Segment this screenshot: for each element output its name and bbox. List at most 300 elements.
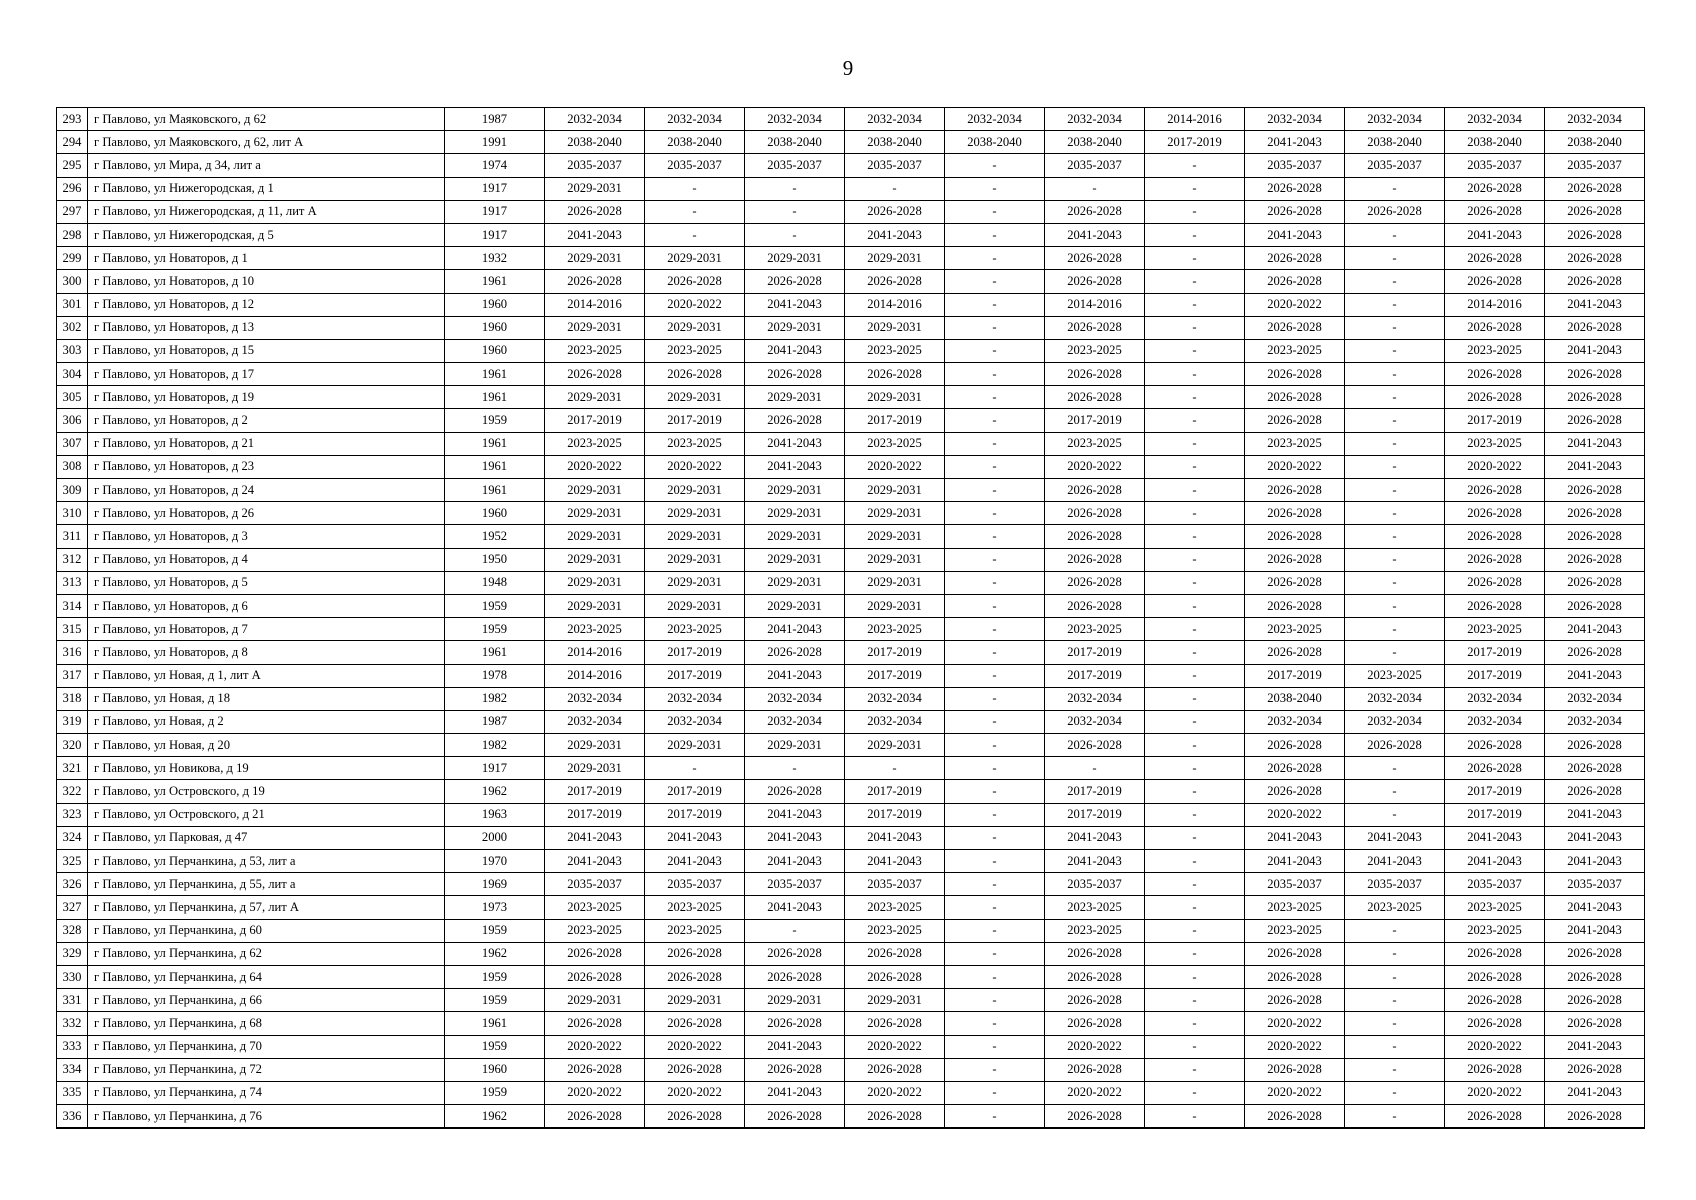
- period-cell-9: -: [1345, 571, 1445, 594]
- period-cell-8: 2020-2022: [1245, 1035, 1345, 1058]
- period-cell-10: 2026-2028: [1445, 1105, 1545, 1129]
- table-row: [57, 223, 1645, 246]
- period-cell-9: 2026-2028: [1345, 734, 1445, 757]
- build-year-cell: 1961: [445, 386, 545, 409]
- period-cell-3: 2041-2043: [745, 664, 845, 687]
- period-cell-11: 2026-2028: [1545, 316, 1645, 339]
- period-cell-2: 2026-2028: [645, 1012, 745, 1035]
- period-cell-3: 2026-2028: [745, 1058, 845, 1081]
- address-cell: г Павлово, ул Новаторов, д 21: [88, 432, 445, 455]
- address-cell: г Павлово, ул Новая, д 1, лит А: [88, 664, 445, 687]
- period-cell-2: 2029-2031: [645, 734, 745, 757]
- period-cell-8: 2023-2025: [1245, 339, 1345, 362]
- period-cell-5: -: [945, 363, 1045, 386]
- period-cell-5: -: [945, 803, 1045, 826]
- row-number-cell: 300: [57, 270, 88, 293]
- period-cell-3: 2041-2043: [745, 826, 845, 849]
- period-cell-1: 2032-2034: [545, 108, 645, 131]
- period-cell-4: 2029-2031: [845, 502, 945, 525]
- period-cell-11: 2038-2040: [1545, 131, 1645, 154]
- period-cell-6: 2035-2037: [1045, 154, 1145, 177]
- period-cell-7: -: [1145, 1081, 1245, 1104]
- period-cell-2: 2026-2028: [645, 363, 745, 386]
- period-cell-4: 2017-2019: [845, 409, 945, 432]
- period-cell-3: 2041-2043: [745, 339, 845, 362]
- period-cell-4: 2020-2022: [845, 455, 945, 478]
- period-cell-8: 2026-2028: [1245, 594, 1345, 617]
- period-cell-9: -: [1345, 247, 1445, 270]
- period-cell-4: 2041-2043: [845, 826, 945, 849]
- period-cell-2: 2032-2034: [645, 687, 745, 710]
- period-cell-3: -: [745, 200, 845, 223]
- period-cell-2: 2023-2025: [645, 339, 745, 362]
- period-cell-4: 2026-2028: [845, 1105, 945, 1129]
- table-row: [57, 710, 1645, 733]
- table-row: [57, 1105, 1645, 1129]
- build-year-cell: 1952: [445, 525, 545, 548]
- period-cell-8: 2032-2034: [1245, 108, 1345, 131]
- period-cell-6: 2020-2022: [1045, 1035, 1145, 1058]
- address-cell: г Павлово, ул Перчанкина, д 74: [88, 1081, 445, 1104]
- period-cell-1: 2026-2028: [545, 1012, 645, 1035]
- period-cell-4: 2026-2028: [845, 1012, 945, 1035]
- period-cell-3: 2032-2034: [745, 710, 845, 733]
- period-cell-9: -: [1345, 293, 1445, 316]
- period-cell-11: 2041-2043: [1545, 1035, 1645, 1058]
- period-cell-7: -: [1145, 479, 1245, 502]
- build-year-cell: 1961: [445, 432, 545, 455]
- period-cell-3: 2026-2028: [745, 363, 845, 386]
- address-cell: г Павлово, ул Перчанкина, д 66: [88, 989, 445, 1012]
- period-cell-2: 2023-2025: [645, 919, 745, 942]
- period-cell-1: 2032-2034: [545, 710, 645, 733]
- table-row: [57, 502, 1645, 525]
- address-cell: г Павлово, ул Маяковского, д 62: [88, 108, 445, 131]
- period-cell-4: 2023-2025: [845, 919, 945, 942]
- build-year-cell: 1959: [445, 594, 545, 617]
- period-cell-3: 2029-2031: [745, 525, 845, 548]
- period-cell-10: 2026-2028: [1445, 200, 1545, 223]
- period-cell-10: 2023-2025: [1445, 919, 1545, 942]
- table-row: [57, 757, 1645, 780]
- address-cell: г Павлово, ул Новаторов, д 15: [88, 339, 445, 362]
- period-cell-7: -: [1145, 386, 1245, 409]
- page-number: 9: [842, 56, 854, 80]
- table-row: [57, 177, 1645, 200]
- table-row: [57, 455, 1645, 478]
- period-cell-8: 2026-2028: [1245, 734, 1345, 757]
- period-cell-10: 2041-2043: [1445, 223, 1545, 246]
- table-row: [57, 873, 1645, 896]
- period-cell-11: 2026-2028: [1545, 223, 1645, 246]
- address-cell: г Павлово, ул Новаторов, д 1: [88, 247, 445, 270]
- period-cell-6: 2035-2037: [1045, 873, 1145, 896]
- period-cell-4: -: [845, 757, 945, 780]
- period-cell-5: -: [945, 200, 1045, 223]
- period-cell-7: -: [1145, 780, 1245, 803]
- build-year-cell: 1959: [445, 1035, 545, 1058]
- period-cell-9: 2032-2034: [1345, 108, 1445, 131]
- period-cell-5: -: [945, 919, 1045, 942]
- period-cell-9: -: [1345, 432, 1445, 455]
- period-cell-3: 2035-2037: [745, 154, 845, 177]
- period-cell-4: 2032-2034: [845, 687, 945, 710]
- period-cell-10: 2023-2025: [1445, 618, 1545, 641]
- period-cell-3: 2029-2031: [745, 316, 845, 339]
- table-row: [57, 548, 1645, 571]
- period-cell-11: 2032-2034: [1545, 710, 1645, 733]
- address-cell: г Павлово, ул Островского, д 19: [88, 780, 445, 803]
- build-year-cell: 1917: [445, 223, 545, 246]
- period-cell-9: 2032-2034: [1345, 687, 1445, 710]
- period-cell-2: 2017-2019: [645, 641, 745, 664]
- table-row: [57, 154, 1645, 177]
- period-cell-7: -: [1145, 339, 1245, 362]
- period-cell-2: 2026-2028: [645, 1058, 745, 1081]
- build-year-cell: 1917: [445, 757, 545, 780]
- period-cell-5: -: [945, 734, 1045, 757]
- row-number-cell: 323: [57, 803, 88, 826]
- period-cell-7: -: [1145, 177, 1245, 200]
- period-cell-6: 2026-2028: [1045, 989, 1145, 1012]
- period-cell-1: 2029-2031: [545, 479, 645, 502]
- address-cell: г Павлово, ул Новая, д 20: [88, 734, 445, 757]
- period-cell-6: 2026-2028: [1045, 548, 1145, 571]
- period-cell-8: 2026-2028: [1245, 965, 1345, 988]
- address-cell: г Павлово, ул Нижегородская, д 1: [88, 177, 445, 200]
- period-cell-11: 2026-2028: [1545, 200, 1645, 223]
- period-cell-10: 2026-2028: [1445, 479, 1545, 502]
- period-cell-2: 2029-2031: [645, 548, 745, 571]
- period-cell-1: 2029-2031: [545, 316, 645, 339]
- period-cell-2: 2023-2025: [645, 618, 745, 641]
- period-cell-5: -: [945, 1105, 1045, 1129]
- period-cell-6: 2017-2019: [1045, 641, 1145, 664]
- period-cell-2: 2029-2031: [645, 525, 745, 548]
- period-cell-10: 2026-2028: [1445, 942, 1545, 965]
- period-cell-3: 2026-2028: [745, 409, 845, 432]
- period-cell-9: -: [1345, 618, 1445, 641]
- row-number-cell: 303: [57, 339, 88, 362]
- period-cell-8: 2026-2028: [1245, 1058, 1345, 1081]
- table-row: [57, 131, 1645, 154]
- row-number-cell: 335: [57, 1081, 88, 1104]
- period-cell-1: 2041-2043: [545, 850, 645, 873]
- build-year-cell: 1959: [445, 989, 545, 1012]
- period-cell-3: 2026-2028: [745, 641, 845, 664]
- period-cell-2: 2041-2043: [645, 826, 745, 849]
- build-year-cell: 1917: [445, 200, 545, 223]
- build-year-cell: 1991: [445, 131, 545, 154]
- period-cell-3: -: [745, 223, 845, 246]
- build-year-cell: 1962: [445, 1105, 545, 1129]
- build-year-cell: 1961: [445, 270, 545, 293]
- period-cell-8: 2041-2043: [1245, 131, 1345, 154]
- period-cell-10: 2026-2028: [1445, 548, 1545, 571]
- address-cell: г Павлово, ул Новая, д 18: [88, 687, 445, 710]
- period-cell-11: 2041-2043: [1545, 1081, 1645, 1104]
- period-cell-11: 2032-2034: [1545, 108, 1645, 131]
- build-year-cell: 1960: [445, 293, 545, 316]
- period-cell-1: 2035-2037: [545, 154, 645, 177]
- period-cell-5: -: [945, 942, 1045, 965]
- period-cell-4: 2041-2043: [845, 850, 945, 873]
- address-cell: г Павлово, ул Новаторов, д 17: [88, 363, 445, 386]
- row-number-cell: 298: [57, 223, 88, 246]
- period-cell-10: 2020-2022: [1445, 1035, 1545, 1058]
- period-cell-3: 2041-2043: [745, 432, 845, 455]
- period-cell-1: 2026-2028: [545, 363, 645, 386]
- table-row: [57, 1081, 1645, 1104]
- period-cell-6: 2026-2028: [1045, 1058, 1145, 1081]
- period-cell-7: -: [1145, 409, 1245, 432]
- build-year-cell: 1978: [445, 664, 545, 687]
- period-cell-8: 2026-2028: [1245, 479, 1345, 502]
- row-number-cell: 313: [57, 571, 88, 594]
- period-cell-8: 2023-2025: [1245, 896, 1345, 919]
- table-row: [57, 363, 1645, 386]
- period-cell-11: 2026-2028: [1545, 409, 1645, 432]
- address-cell: г Павлово, ул Перчанкина, д 60: [88, 919, 445, 942]
- address-cell: г Павлово, ул Новаторов, д 13: [88, 316, 445, 339]
- table-row: [57, 108, 1645, 131]
- period-cell-6: 2026-2028: [1045, 316, 1145, 339]
- period-cell-8: 2041-2043: [1245, 826, 1345, 849]
- row-number-cell: 301: [57, 293, 88, 316]
- address-cell: г Павлово, ул Новаторов, д 23: [88, 455, 445, 478]
- period-cell-5: -: [945, 548, 1045, 571]
- table-row: [57, 270, 1645, 293]
- period-cell-10: 2032-2034: [1445, 108, 1545, 131]
- period-cell-2: -: [645, 177, 745, 200]
- period-cell-9: -: [1345, 594, 1445, 617]
- period-cell-2: 2020-2022: [645, 455, 745, 478]
- build-year-cell: 1960: [445, 316, 545, 339]
- period-cell-1: 2038-2040: [545, 131, 645, 154]
- table-row: [57, 1035, 1645, 1058]
- period-cell-8: 2020-2022: [1245, 803, 1345, 826]
- table-row: [57, 965, 1645, 988]
- period-cell-4: 2029-2031: [845, 386, 945, 409]
- table-row: [57, 919, 1645, 942]
- period-cell-2: 2026-2028: [645, 1105, 745, 1129]
- table-row: [57, 247, 1645, 270]
- period-cell-2: 2026-2028: [645, 942, 745, 965]
- period-cell-1: 2026-2028: [545, 965, 645, 988]
- period-cell-2: 2029-2031: [645, 594, 745, 617]
- period-cell-2: 2035-2037: [645, 154, 745, 177]
- period-cell-8: 2026-2028: [1245, 386, 1345, 409]
- period-cell-1: 2020-2022: [545, 1081, 645, 1104]
- table-row: [57, 432, 1645, 455]
- period-cell-3: 2041-2043: [745, 896, 845, 919]
- period-cell-9: -: [1345, 479, 1445, 502]
- period-cell-10: 2038-2040: [1445, 131, 1545, 154]
- address-cell: г Павлово, ул Перчанкина, д 62: [88, 942, 445, 965]
- period-cell-2: -: [645, 223, 745, 246]
- period-cell-3: 2029-2031: [745, 734, 845, 757]
- period-cell-3: 2026-2028: [745, 965, 845, 988]
- period-cell-8: 2026-2028: [1245, 363, 1345, 386]
- table-row: [57, 1012, 1645, 1035]
- period-cell-3: -: [745, 919, 845, 942]
- row-number-cell: 305: [57, 386, 88, 409]
- period-cell-4: 2023-2025: [845, 896, 945, 919]
- period-cell-2: 2017-2019: [645, 780, 745, 803]
- period-cell-7: -: [1145, 965, 1245, 988]
- period-cell-6: 2038-2040: [1045, 131, 1145, 154]
- period-cell-10: 2023-2025: [1445, 896, 1545, 919]
- period-cell-9: 2032-2034: [1345, 710, 1445, 733]
- row-number-cell: 297: [57, 200, 88, 223]
- period-cell-10: 2026-2028: [1445, 316, 1545, 339]
- period-cell-11: 2041-2043: [1545, 293, 1645, 316]
- period-cell-10: 2035-2037: [1445, 154, 1545, 177]
- period-cell-9: -: [1345, 270, 1445, 293]
- address-cell: г Павлово, ул Новаторов, д 7: [88, 618, 445, 641]
- row-number-cell: 333: [57, 1035, 88, 1058]
- row-number-cell: 296: [57, 177, 88, 200]
- period-cell-5: -: [945, 293, 1045, 316]
- period-cell-2: 2029-2031: [645, 989, 745, 1012]
- period-cell-6: 2032-2034: [1045, 687, 1145, 710]
- period-cell-3: 2041-2043: [745, 455, 845, 478]
- row-number-cell: 336: [57, 1105, 88, 1129]
- period-cell-4: 2041-2043: [845, 223, 945, 246]
- period-cell-11: 2026-2028: [1545, 734, 1645, 757]
- row-number-cell: 316: [57, 641, 88, 664]
- period-cell-8: 2038-2040: [1245, 687, 1345, 710]
- build-year-cell: 1974: [445, 154, 545, 177]
- period-cell-11: 2026-2028: [1545, 247, 1645, 270]
- period-cell-11: 2026-2028: [1545, 548, 1645, 571]
- period-cell-10: 2032-2034: [1445, 710, 1545, 733]
- period-cell-6: 2017-2019: [1045, 409, 1145, 432]
- address-cell: г Павлово, ул Парковая, д 47: [88, 826, 445, 849]
- address-cell: г Павлово, ул Новаторов, д 19: [88, 386, 445, 409]
- period-cell-11: 2026-2028: [1545, 525, 1645, 548]
- period-cell-6: 2026-2028: [1045, 965, 1145, 988]
- period-cell-7: -: [1145, 1058, 1245, 1081]
- period-cell-4: 2026-2028: [845, 270, 945, 293]
- build-year-cell: 1961: [445, 455, 545, 478]
- row-number-cell: 325: [57, 850, 88, 873]
- period-cell-5: -: [945, 525, 1045, 548]
- period-cell-8: 2020-2022: [1245, 1012, 1345, 1035]
- period-cell-5: -: [945, 780, 1045, 803]
- period-cell-7: -: [1145, 919, 1245, 942]
- period-cell-10: 2026-2028: [1445, 386, 1545, 409]
- period-cell-3: 2026-2028: [745, 1105, 845, 1129]
- period-cell-6: 2026-2028: [1045, 571, 1145, 594]
- row-number-cell: 330: [57, 965, 88, 988]
- build-year-cell: 1960: [445, 1058, 545, 1081]
- period-cell-1: 2029-2031: [545, 989, 645, 1012]
- period-cell-4: 2026-2028: [845, 200, 945, 223]
- period-cell-2: 2020-2022: [645, 293, 745, 316]
- period-cell-9: -: [1345, 1012, 1445, 1035]
- period-cell-11: 2026-2028: [1545, 965, 1645, 988]
- address-cell: г Павлово, ул Новаторов, д 4: [88, 548, 445, 571]
- period-cell-7: -: [1145, 826, 1245, 849]
- period-cell-2: 2029-2031: [645, 316, 745, 339]
- period-cell-4: 2035-2037: [845, 154, 945, 177]
- period-cell-8: 2017-2019: [1245, 664, 1345, 687]
- schedule-table-container: [56, 107, 1645, 1129]
- row-number-cell: 311: [57, 525, 88, 548]
- period-cell-4: 2017-2019: [845, 664, 945, 687]
- row-number-cell: 324: [57, 826, 88, 849]
- period-cell-8: 2026-2028: [1245, 780, 1345, 803]
- build-year-cell: 1982: [445, 687, 545, 710]
- build-year-cell: 1932: [445, 247, 545, 270]
- period-cell-2: 2029-2031: [645, 479, 745, 502]
- period-cell-6: -: [1045, 177, 1145, 200]
- period-cell-9: -: [1345, 942, 1445, 965]
- period-cell-4: 2029-2031: [845, 571, 945, 594]
- period-cell-5: -: [945, 432, 1045, 455]
- period-cell-6: 2023-2025: [1045, 618, 1145, 641]
- period-cell-7: 2017-2019: [1145, 131, 1245, 154]
- period-cell-4: 2020-2022: [845, 1035, 945, 1058]
- period-cell-9: -: [1345, 177, 1445, 200]
- period-cell-6: 2041-2043: [1045, 850, 1145, 873]
- period-cell-8: 2041-2043: [1245, 223, 1345, 246]
- period-cell-5: -: [945, 757, 1045, 780]
- period-cell-1: 2014-2016: [545, 664, 645, 687]
- period-cell-8: 2023-2025: [1245, 432, 1345, 455]
- period-cell-4: 2026-2028: [845, 942, 945, 965]
- period-cell-8: 2026-2028: [1245, 316, 1345, 339]
- period-cell-4: 2029-2031: [845, 734, 945, 757]
- table-row: [57, 896, 1645, 919]
- period-cell-5: -: [945, 641, 1045, 664]
- address-cell: г Павлово, ул Перчанкина, д 55, лит а: [88, 873, 445, 896]
- period-cell-7: -: [1145, 455, 1245, 478]
- period-cell-10: 2023-2025: [1445, 339, 1545, 362]
- row-number-cell: 299: [57, 247, 88, 270]
- period-cell-3: 2029-2031: [745, 479, 845, 502]
- period-cell-1: 2029-2031: [545, 525, 645, 548]
- period-cell-3: 2029-2031: [745, 594, 845, 617]
- period-cell-9: -: [1345, 989, 1445, 1012]
- period-cell-11: 2041-2043: [1545, 826, 1645, 849]
- address-cell: г Павлово, ул Мира, д 34, лит а: [88, 154, 445, 177]
- period-cell-1: 2029-2031: [545, 548, 645, 571]
- schedule-table-body: [57, 108, 1645, 1129]
- period-cell-4: 2029-2031: [845, 247, 945, 270]
- period-cell-5: -: [945, 223, 1045, 246]
- period-cell-3: 2029-2031: [745, 548, 845, 571]
- period-cell-7: -: [1145, 850, 1245, 873]
- period-cell-1: 2029-2031: [545, 594, 645, 617]
- period-cell-3: 2026-2028: [745, 942, 845, 965]
- address-cell: г Павлово, ул Перчанкина, д 72: [88, 1058, 445, 1081]
- period-cell-2: 2035-2037: [645, 873, 745, 896]
- period-cell-6: 2026-2028: [1045, 1105, 1145, 1129]
- period-cell-5: -: [945, 687, 1045, 710]
- period-cell-1: 2029-2031: [545, 386, 645, 409]
- period-cell-1: 2041-2043: [545, 223, 645, 246]
- period-cell-8: 2032-2034: [1245, 710, 1345, 733]
- row-number-cell: 293: [57, 108, 88, 131]
- period-cell-5: -: [945, 989, 1045, 1012]
- period-cell-6: 2041-2043: [1045, 223, 1145, 246]
- period-cell-8: 2026-2028: [1245, 1105, 1345, 1129]
- period-cell-11: 2041-2043: [1545, 618, 1645, 641]
- period-cell-7: -: [1145, 316, 1245, 339]
- period-cell-11: 2026-2028: [1545, 1105, 1645, 1129]
